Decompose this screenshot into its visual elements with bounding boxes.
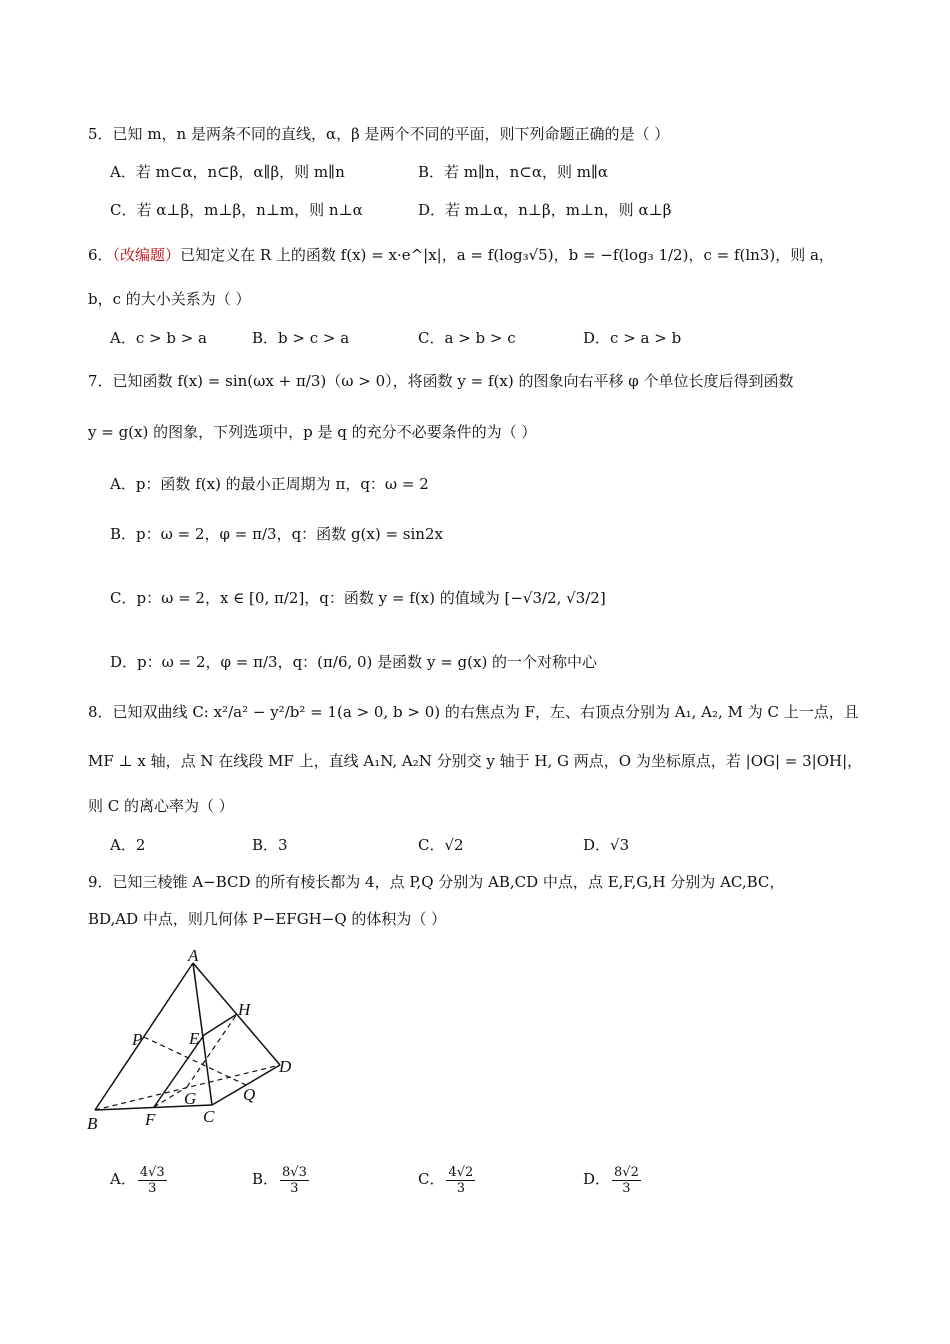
q9-option-a-numerator: 4√3 <box>139 1164 165 1180</box>
q7-stem <box>88 370 794 392</box>
q9-option-d-numerator: 8√2 <box>614 1164 639 1180</box>
q7-option-a[interactable]: A．p：函数 f(x) 的最小正周期为 π，q：ω = 2 <box>110 475 429 493</box>
tetrahedron-figure <box>80 945 310 1135</box>
q9-option-c-fraction <box>446 1165 475 1196</box>
q9-option-d-fraction <box>612 1165 641 1196</box>
q9-option-c-label: C． <box>418 1170 445 1188</box>
q8-option-b[interactable]: B．3 <box>252 836 288 854</box>
q9-option-a-fraction <box>138 1165 167 1196</box>
q9-option-d[interactable] <box>583 1159 643 1199</box>
q6-tag: （改编题） <box>112 246 181 264</box>
q7-option-d[interactable]: D．p：ω = 2，φ = π/3，q：(π/6, 0) 是函数 y = g(x) 的一个对称中心 <box>110 653 598 671</box>
q8-option-c[interactable]: C．√2 <box>418 836 464 854</box>
q8-text-line2: MF ⊥ x 轴，点 N 在线段 MF 上，直线 A₁N, A₂N 分别交 y 轴于 H, G 两点，O 为坐标原点，若 |OG| = 3|OH|， <box>88 752 863 770</box>
label-e: E <box>189 1029 200 1048</box>
label-a: A <box>188 946 199 965</box>
q6-number: 6． <box>88 246 113 264</box>
q5-text: 已知 m，n 是两条不同的直线，α，β 是两个不同的平面，则下列命题正确的是（ ） <box>112 125 670 143</box>
q6-option-c[interactable]: C．a > b > c <box>418 329 516 347</box>
q5-stem <box>88 123 669 145</box>
q6-option-b[interactable]: B．b > c > a <box>252 329 350 347</box>
q8-text-line1: 已知双曲线 C: x²/a² − y²/b² = 1(a > 0, b > 0) 的右焦点为 F，左、右顶点分别为 A₁, A₂, M 为 C 上一点，且 <box>112 703 859 721</box>
q8-stem <box>88 701 859 723</box>
label-q: Q <box>243 1085 256 1104</box>
q5-option-d[interactable]: D．若 m⊥α，n⊥β，m⊥n，则 α⊥β <box>418 201 672 219</box>
q9-option-a-label: A． <box>110 1170 136 1188</box>
q9-option-b-fraction <box>280 1165 309 1196</box>
label-f: F <box>145 1110 156 1129</box>
q9-option-c-numerator: 4√2 <box>448 1164 474 1180</box>
q6-option-a[interactable]: A．c > b > a <box>110 329 207 347</box>
q9-option-a-denominator: 3 <box>148 1180 157 1196</box>
q5-option-a[interactable]: A．若 m⊂α，n⊂β，α∥β，则 m∥n <box>110 163 345 181</box>
q5-option-c[interactable]: C．若 α⊥β，m⊥β，n⊥m，则 n⊥α <box>110 201 363 219</box>
q9-option-b-label: B． <box>252 1170 279 1188</box>
edge-ab <box>95 963 193 1110</box>
segment-fg-hidden <box>154 1087 187 1107</box>
q9-option-a[interactable] <box>110 1159 169 1199</box>
q9-text-line1: 已知三棱锥 A−BCD 的所有棱长都为 4，点 P,Q 分别为 AB,CD 中点，点 E,F,G,H 分别为 AC,BC， <box>112 873 785 891</box>
q9-text-line2: BD,AD 中点，则几何体 P−EFGH−Q 的体积为（ ） <box>88 910 447 928</box>
q8-option-d[interactable]: D．√3 <box>583 836 630 854</box>
q5-option-b[interactable]: B．若 m∥n，n⊂α，则 m∥α <box>418 163 609 181</box>
q9-option-d-denominator: 3 <box>622 1180 631 1196</box>
label-h: H <box>238 1000 251 1019</box>
q6-text-line1: 已知定义在 R 上的函数 f(x) = x·e^|x|，a = f(log₃√5)，b = −f(log₃ 1/2)，c = f(ln3)，则 a， <box>180 246 834 264</box>
q8-text-line3: 则 C 的离心率为（ ） <box>88 797 234 815</box>
q9-stem <box>88 871 784 893</box>
label-d: D <box>279 1057 292 1076</box>
segment-gh-hidden <box>187 1014 237 1087</box>
q9-option-c[interactable] <box>418 1159 477 1199</box>
q9-option-b-denominator: 3 <box>290 1180 299 1196</box>
q9-option-c-denominator: 3 <box>456 1180 466 1196</box>
label-g: G <box>184 1089 197 1108</box>
label-p: P <box>132 1030 143 1049</box>
q9-number: 9． <box>88 873 113 891</box>
q7-text-line2: y = g(x) 的图象，下列选项中，p 是 q 的充分不必要条件的为（ ） <box>88 423 537 441</box>
q9-option-b[interactable] <box>252 1159 311 1199</box>
q7-text-line1: 已知函数 f(x) = sin(ωx + π/3)（ω > 0），将函数 y = f(x) 的图象向右平移 φ 个单位长度后得到函数 <box>112 372 794 390</box>
q7-option-b[interactable]: B．p：ω = 2，φ = π/3，q：函数 g(x) = sin2x <box>110 525 443 543</box>
label-c: C <box>203 1107 215 1126</box>
q7-number: 7． <box>88 372 113 390</box>
q6-option-d[interactable]: D．c > a > b <box>583 329 682 347</box>
q6-stem <box>88 244 834 266</box>
q9-option-b-numerator: 8√3 <box>282 1164 307 1180</box>
q5-number: 5． <box>88 125 113 143</box>
q8-number: 8． <box>88 703 113 721</box>
q9-option-d-label: D． <box>583 1170 611 1188</box>
q6-text-line2: b，c 的大小关系为（ ） <box>88 290 251 308</box>
q8-option-a[interactable]: A．2 <box>110 836 146 854</box>
label-b: B <box>87 1114 98 1133</box>
q7-option-c[interactable]: C．p：ω = 2，x ∈ [0, π/2]，q：函数 y = f(x) 的值域为 [−√3/2, √3/2] <box>110 589 606 607</box>
edge-eh <box>204 1014 237 1035</box>
